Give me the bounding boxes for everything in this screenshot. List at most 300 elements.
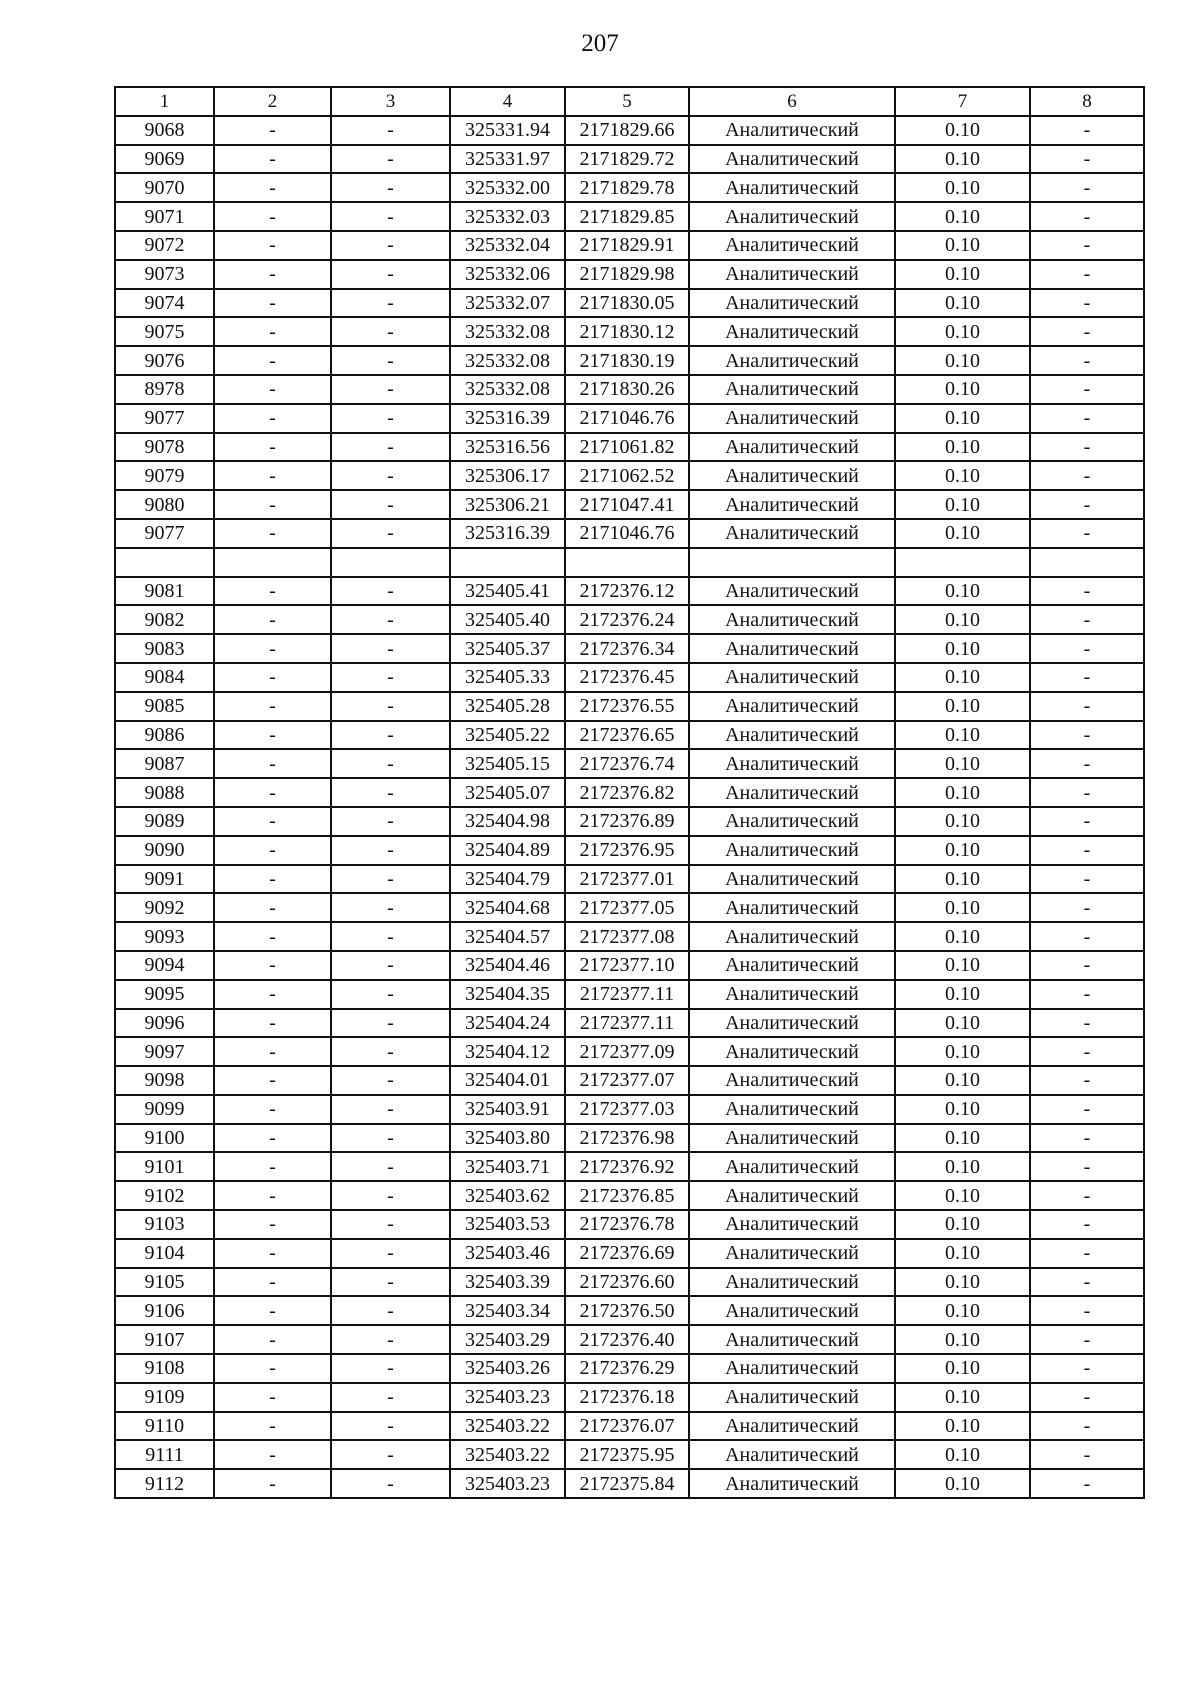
col-3-value: - [331, 922, 450, 951]
x-coordinate: 325405.22 [450, 721, 565, 750]
x-coordinate: 325404.12 [450, 1037, 565, 1066]
col-8-value: - [1030, 317, 1144, 346]
point-number: 9085 [115, 692, 214, 721]
col-3-value: - [331, 1037, 450, 1066]
y-coordinate: 2172376.45 [565, 663, 689, 692]
method: Аналитический [689, 173, 895, 202]
method: Аналитический [689, 1296, 895, 1325]
y-coordinate: 2172376.69 [565, 1239, 689, 1268]
y-coordinate: 2171061.82 [565, 433, 689, 462]
col-2-value: - [214, 951, 331, 980]
col-2-value: - [214, 663, 331, 692]
table-row [115, 346, 1144, 375]
accuracy: 0.10 [895, 317, 1030, 346]
col-2-value: - [214, 692, 331, 721]
method: Аналитический [689, 922, 895, 951]
col-8-value: - [1030, 173, 1144, 202]
col-8-value: - [1030, 634, 1144, 663]
method: Аналитический [689, 692, 895, 721]
col-3-value: - [331, 433, 450, 462]
table-row [115, 490, 1144, 519]
accuracy: 0.10 [895, 1325, 1030, 1354]
col-2-value: - [214, 461, 331, 490]
col-2-value: - [214, 1412, 331, 1441]
x-coordinate: 325405.07 [450, 778, 565, 807]
table-row [115, 1009, 1144, 1038]
y-coordinate: 2172375.95 [565, 1440, 689, 1469]
col-3-value: - [331, 1383, 450, 1412]
accuracy: 0.10 [895, 433, 1030, 462]
method: Аналитический [689, 1009, 895, 1038]
accuracy: 0.10 [895, 1152, 1030, 1181]
col-8-value: - [1030, 1152, 1144, 1181]
col-2-value: - [214, 721, 331, 750]
table-row [115, 749, 1144, 778]
y-coordinate: 2172377.05 [565, 893, 689, 922]
y-coordinate: 2171830.12 [565, 317, 689, 346]
point-number: 9077 [115, 404, 214, 433]
header-col-5: 5 [565, 87, 689, 116]
x-coordinate: 325403.29 [450, 1325, 565, 1354]
col-3-value: - [331, 692, 450, 721]
method: Аналитический [689, 1037, 895, 1066]
method: Аналитический [689, 836, 895, 865]
col-8-value: - [1030, 1354, 1144, 1383]
y-coordinate: 2172376.89 [565, 807, 689, 836]
accuracy: 0.10 [895, 202, 1030, 231]
method: Аналитический [689, 1124, 895, 1153]
col-2-value: - [214, 519, 331, 548]
point-number: 9107 [115, 1325, 214, 1354]
method: Аналитический [689, 1095, 895, 1124]
table-header-row [115, 87, 1144, 116]
y-coordinate: 2172376.18 [565, 1383, 689, 1412]
method: Аналитический [689, 893, 895, 922]
accuracy [895, 548, 1030, 577]
x-coordinate: 325332.07 [450, 289, 565, 318]
col-8-value: - [1030, 1066, 1144, 1095]
col-8-value: - [1030, 836, 1144, 865]
accuracy: 0.10 [895, 231, 1030, 260]
x-coordinate: 325403.71 [450, 1152, 565, 1181]
col-2-value: - [214, 865, 331, 894]
y-coordinate: 2171829.72 [565, 145, 689, 174]
accuracy: 0.10 [895, 778, 1030, 807]
col-8-value: - [1030, 260, 1144, 289]
table-row [115, 173, 1144, 202]
method: Аналитический [689, 605, 895, 634]
accuracy: 0.10 [895, 807, 1030, 836]
col-8-value: - [1030, 1095, 1144, 1124]
col-2-value: - [214, 1152, 331, 1181]
col-3-value: - [331, 461, 450, 490]
col-2-value: - [214, 634, 331, 663]
header-col-8: 8 [1030, 87, 1144, 116]
method: Аналитический [689, 317, 895, 346]
y-coordinate: 2172377.11 [565, 980, 689, 1009]
col-8-value: - [1030, 490, 1144, 519]
table-row [115, 893, 1144, 922]
col-3-value: - [331, 634, 450, 663]
y-coordinate: 2172375.84 [565, 1469, 689, 1498]
col-8-value: - [1030, 951, 1144, 980]
col-3-value: - [331, 605, 450, 634]
col-3-value: - [331, 1325, 450, 1354]
col-8-value: - [1030, 375, 1144, 404]
col-8-value: - [1030, 145, 1144, 174]
col-3-value: - [331, 1440, 450, 1469]
x-coordinate: 325405.37 [450, 634, 565, 663]
table-row [115, 980, 1144, 1009]
method: Аналитический [689, 1152, 895, 1181]
col-3-value: - [331, 490, 450, 519]
table-row [115, 519, 1144, 548]
col-2-value: - [214, 490, 331, 519]
col-8-value: - [1030, 1239, 1144, 1268]
y-coordinate: 2172376.40 [565, 1325, 689, 1354]
point-number: 9068 [115, 116, 214, 145]
col-3-value: - [331, 577, 450, 606]
table-row [115, 1066, 1144, 1095]
col-2-value: - [214, 1037, 331, 1066]
accuracy: 0.10 [895, 1181, 1030, 1210]
col-8-value: - [1030, 433, 1144, 462]
accuracy: 0.10 [895, 346, 1030, 375]
col-3-value: - [331, 231, 450, 260]
point-number: 9069 [115, 145, 214, 174]
x-coordinate: 325332.08 [450, 317, 565, 346]
col-8-value: - [1030, 1181, 1144, 1210]
col-8-value: - [1030, 404, 1144, 433]
col-3-value: - [331, 1210, 450, 1239]
x-coordinate: 325331.94 [450, 116, 565, 145]
col-8-value: - [1030, 605, 1144, 634]
table-row [115, 1095, 1144, 1124]
method: Аналитический [689, 289, 895, 318]
y-coordinate: 2172377.01 [565, 865, 689, 894]
x-coordinate [450, 548, 565, 577]
table-row [115, 1440, 1144, 1469]
x-coordinate: 325332.00 [450, 173, 565, 202]
point-number: 9093 [115, 922, 214, 951]
col-8-value: - [1030, 577, 1144, 606]
point-number: 9090 [115, 836, 214, 865]
y-coordinate: 2172377.11 [565, 1009, 689, 1038]
col-8-value: - [1030, 202, 1144, 231]
col-2-value: - [214, 1210, 331, 1239]
x-coordinate: 325403.34 [450, 1296, 565, 1325]
col-2-value: - [214, 1296, 331, 1325]
col-3-value: - [331, 116, 450, 145]
x-coordinate: 325403.23 [450, 1469, 565, 1498]
col-3-value: - [331, 202, 450, 231]
x-coordinate: 325404.98 [450, 807, 565, 836]
col-8-value: - [1030, 231, 1144, 260]
y-coordinate: 2171830.05 [565, 289, 689, 318]
col-2-value: - [214, 807, 331, 836]
col-8-value: - [1030, 1037, 1144, 1066]
point-number: 8978 [115, 375, 214, 404]
point-number: 9079 [115, 461, 214, 490]
x-coordinate: 325316.39 [450, 519, 565, 548]
header-col-4: 4 [450, 87, 565, 116]
col-2-value: - [214, 231, 331, 260]
y-coordinate: 2171829.91 [565, 231, 689, 260]
col-2-value: - [214, 1181, 331, 1210]
table-row [115, 721, 1144, 750]
method: Аналитический [689, 1268, 895, 1297]
col-3-value [331, 548, 450, 577]
accuracy: 0.10 [895, 634, 1030, 663]
col-2-value: - [214, 317, 331, 346]
x-coordinate: 325403.22 [450, 1412, 565, 1441]
accuracy: 0.10 [895, 404, 1030, 433]
x-coordinate: 325404.46 [450, 951, 565, 980]
header-col-7: 7 [895, 87, 1030, 116]
x-coordinate: 325404.89 [450, 836, 565, 865]
table-row [115, 317, 1144, 346]
x-coordinate: 325316.39 [450, 404, 565, 433]
table-row [115, 1296, 1144, 1325]
table-row [115, 116, 1144, 145]
table-row [115, 1239, 1144, 1268]
point-number: 9099 [115, 1095, 214, 1124]
point-number: 9092 [115, 893, 214, 922]
table-row [115, 202, 1144, 231]
method: Аналитический [689, 260, 895, 289]
col-2-value: - [214, 173, 331, 202]
point-number: 9076 [115, 346, 214, 375]
col-2-value: - [214, 893, 331, 922]
accuracy: 0.10 [895, 1124, 1030, 1153]
col-8-value: - [1030, 749, 1144, 778]
table-row [115, 289, 1144, 318]
col-8-value: - [1030, 807, 1144, 836]
table-row [115, 433, 1144, 462]
col-2-value: - [214, 605, 331, 634]
accuracy: 0.10 [895, 692, 1030, 721]
table-row [115, 1383, 1144, 1412]
point-number: 9102 [115, 1181, 214, 1210]
table-row [115, 461, 1144, 490]
point-number: 9089 [115, 807, 214, 836]
col-2-value: - [214, 1440, 331, 1469]
col-3-value: - [331, 980, 450, 1009]
col-8-value: - [1030, 1009, 1144, 1038]
col-3-value: - [331, 173, 450, 202]
point-number: 9104 [115, 1239, 214, 1268]
col-3-value: - [331, 289, 450, 318]
y-coordinate: 2171829.78 [565, 173, 689, 202]
accuracy: 0.10 [895, 721, 1030, 750]
accuracy: 0.10 [895, 1412, 1030, 1441]
col-3-value: - [331, 1239, 450, 1268]
table-row [115, 577, 1144, 606]
y-coordinate: 2172376.29 [565, 1354, 689, 1383]
col-3-value: - [331, 1296, 450, 1325]
col-2-value [214, 548, 331, 577]
accuracy: 0.10 [895, 1066, 1030, 1095]
x-coordinate: 325306.21 [450, 490, 565, 519]
col-3-value: - [331, 1124, 450, 1153]
accuracy: 0.10 [895, 1296, 1030, 1325]
col-8-value: - [1030, 721, 1144, 750]
accuracy: 0.10 [895, 1268, 1030, 1297]
method: Аналитический [689, 1325, 895, 1354]
point-number [115, 548, 214, 577]
table-row [115, 922, 1144, 951]
accuracy: 0.10 [895, 116, 1030, 145]
col-3-value: - [331, 145, 450, 174]
y-coordinate: 2172377.09 [565, 1037, 689, 1066]
col-2-value: - [214, 1354, 331, 1383]
x-coordinate: 325403.23 [450, 1383, 565, 1412]
y-coordinate: 2172377.03 [565, 1095, 689, 1124]
col-3-value: - [331, 893, 450, 922]
col-3-value: - [331, 1354, 450, 1383]
table-row [115, 865, 1144, 894]
col-8-value [1030, 548, 1144, 577]
accuracy: 0.10 [895, 865, 1030, 894]
col-2-value: - [214, 577, 331, 606]
col-3-value: - [331, 519, 450, 548]
col-8-value: - [1030, 1268, 1144, 1297]
col-3-value: - [331, 951, 450, 980]
point-number: 9094 [115, 951, 214, 980]
col-2-value: - [214, 749, 331, 778]
accuracy: 0.10 [895, 980, 1030, 1009]
y-coordinate: 2172376.98 [565, 1124, 689, 1153]
col-2-value: - [214, 922, 331, 951]
y-coordinate: 2172376.74 [565, 749, 689, 778]
method: Аналитический [689, 1440, 895, 1469]
method: Аналитический [689, 577, 895, 606]
x-coordinate: 325306.17 [450, 461, 565, 490]
table-row [115, 1124, 1144, 1153]
col-8-value: - [1030, 663, 1144, 692]
method: Аналитический [689, 519, 895, 548]
x-coordinate: 325405.33 [450, 663, 565, 692]
method: Аналитический [689, 749, 895, 778]
coordinates-table [114, 86, 1145, 1499]
col-3-value: - [331, 1268, 450, 1297]
accuracy: 0.10 [895, 375, 1030, 404]
col-8-value: - [1030, 1469, 1144, 1498]
point-number: 9082 [115, 605, 214, 634]
method: Аналитический [689, 980, 895, 1009]
col-3-value: - [331, 1066, 450, 1095]
table-row [115, 1325, 1144, 1354]
header-col-3: 3 [331, 87, 450, 116]
table-row [115, 231, 1144, 260]
col-2-value: - [214, 202, 331, 231]
x-coordinate: 325332.08 [450, 346, 565, 375]
table-row [115, 404, 1144, 433]
method: Аналитический [689, 1210, 895, 1239]
method: Аналитический [689, 461, 895, 490]
point-number: 9075 [115, 317, 214, 346]
accuracy: 0.10 [895, 577, 1030, 606]
point-number: 9100 [115, 1124, 214, 1153]
y-coordinate: 2172376.60 [565, 1268, 689, 1297]
accuracy: 0.10 [895, 951, 1030, 980]
method: Аналитический [689, 1412, 895, 1441]
col-2-value: - [214, 1009, 331, 1038]
point-number: 9095 [115, 980, 214, 1009]
accuracy: 0.10 [895, 1239, 1030, 1268]
point-number: 9077 [115, 519, 214, 548]
y-coordinate: 2172376.85 [565, 1181, 689, 1210]
point-number: 9097 [115, 1037, 214, 1066]
x-coordinate: 325405.15 [450, 749, 565, 778]
table-row [115, 145, 1144, 174]
method: Аналитический [689, 1354, 895, 1383]
accuracy: 0.10 [895, 1037, 1030, 1066]
point-number: 9084 [115, 663, 214, 692]
header-col-1: 1 [115, 87, 214, 116]
table-row [115, 634, 1144, 663]
method: Аналитический [689, 116, 895, 145]
header-col-2: 2 [214, 87, 331, 116]
col-3-value: - [331, 1181, 450, 1210]
x-coordinate: 325403.46 [450, 1239, 565, 1268]
col-3-value: - [331, 807, 450, 836]
y-coordinate: 2171830.26 [565, 375, 689, 404]
table-row [115, 260, 1144, 289]
point-number: 9091 [115, 865, 214, 894]
method: Аналитический [689, 634, 895, 663]
col-3-value: - [331, 663, 450, 692]
table-row [115, 807, 1144, 836]
col-8-value: - [1030, 865, 1144, 894]
header-col-6: 6 [689, 87, 895, 116]
accuracy: 0.10 [895, 1210, 1030, 1239]
point-number: 9106 [115, 1296, 214, 1325]
table-row [115, 1210, 1144, 1239]
table-row [115, 605, 1144, 634]
method: Аналитический [689, 231, 895, 260]
x-coordinate: 325403.80 [450, 1124, 565, 1153]
col-8-value: - [1030, 922, 1144, 951]
x-coordinate: 325405.41 [450, 577, 565, 606]
accuracy: 0.10 [895, 1009, 1030, 1038]
page-number: 207 [581, 30, 619, 57]
col-2-value: - [214, 1325, 331, 1354]
col-2-value: - [214, 145, 331, 174]
accuracy: 0.10 [895, 289, 1030, 318]
accuracy: 0.10 [895, 145, 1030, 174]
accuracy: 0.10 [895, 922, 1030, 951]
col-2-value: - [214, 1268, 331, 1297]
point-number: 9074 [115, 289, 214, 318]
col-8-value: - [1030, 1383, 1144, 1412]
col-8-value: - [1030, 289, 1144, 318]
col-3-value: - [331, 260, 450, 289]
col-8-value: - [1030, 1124, 1144, 1153]
x-coordinate: 325316.56 [450, 433, 565, 462]
col-2-value: - [214, 1239, 331, 1268]
point-number: 9111 [115, 1440, 214, 1469]
accuracy: 0.10 [895, 260, 1030, 289]
col-8-value: - [1030, 1210, 1144, 1239]
col-3-value: - [331, 749, 450, 778]
col-2-value: - [214, 1066, 331, 1095]
x-coordinate: 325332.08 [450, 375, 565, 404]
col-2-value: - [214, 289, 331, 318]
accuracy: 0.10 [895, 663, 1030, 692]
col-3-value: - [331, 1412, 450, 1441]
col-8-value: - [1030, 980, 1144, 1009]
